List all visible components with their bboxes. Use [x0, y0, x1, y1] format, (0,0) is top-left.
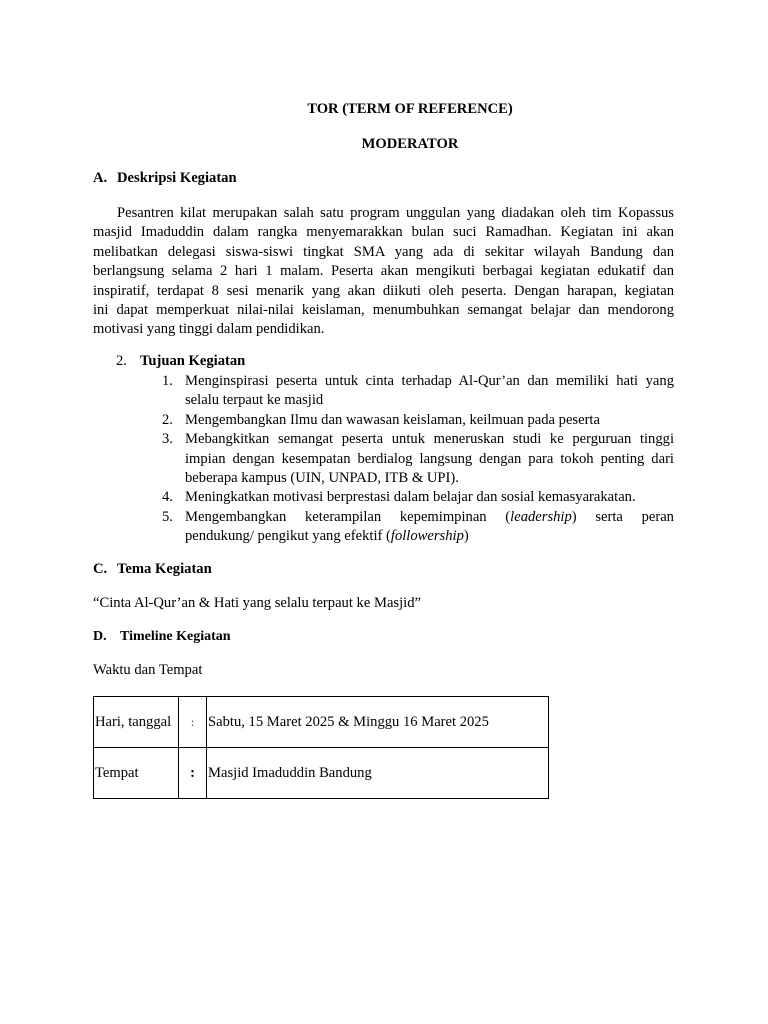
- list-item-number: 5.: [162, 508, 173, 525]
- list-item: [162, 372, 674, 411]
- list-item: [162, 508, 674, 547]
- table-key: Tempat: [94, 748, 179, 799]
- table-value: Sabtu, 15 Maret 2025 & Minggu 16 Maret 2025: [207, 697, 549, 748]
- objectives-list: [162, 372, 674, 547]
- time-place-table: [93, 696, 549, 799]
- section-c-title: Tema Kegiatan: [117, 561, 212, 577]
- list-item-line: impian dengan kesempatan berdialog langsung dengan para tokoh penting dari: [185, 450, 674, 467]
- list-item-text: Mengembangkan keterampilan kepemimpinan (: [185, 508, 511, 525]
- section-a-heading: [93, 170, 237, 187]
- section-b-number: 2.: [116, 353, 127, 369]
- section-d-number: D.: [93, 629, 107, 644]
- paragraph-line: motivasi yang tinggi dalam pendidikan.: [93, 321, 325, 338]
- list-item-text: pendukung/ pengikut yang efektif (: [185, 528, 391, 545]
- list-item-number: 3.: [162, 431, 173, 448]
- table-row: [94, 748, 549, 799]
- list-item-italic: followership: [390, 528, 464, 545]
- list-item-line: [185, 527, 674, 546]
- section-c-heading: [93, 561, 212, 578]
- list-item-line: Meningkatkan motivasi berprestasi dalam belajar dan sosial kemasyarakatan.: [185, 489, 636, 506]
- paragraph-line: inspiratif, terdapat 8 sesi menarik yang akan diikuti oleh peserta. Dengan harapan, kegiatan: [93, 282, 674, 299]
- list-item-line: [185, 508, 674, 527]
- list-item: [162, 411, 674, 430]
- paragraph-line: Pesantren kilat merupakan salah satu program unggulan yang diadakan oleh tim Kopassus: [117, 205, 674, 221]
- table-row: [94, 697, 549, 748]
- table-value: Masjid Imaduddin Bandung: [207, 748, 549, 799]
- list-item-line: Menginspirasi peserta untuk cinta terhadap Al-Qur’an dan memiliki hati yang: [185, 373, 674, 389]
- section-b-heading: [116, 353, 245, 370]
- list-item: [162, 430, 674, 488]
- list-item-number: 1.: [162, 373, 173, 389]
- document-title: TOR (TERM OF REFERENCE): [307, 101, 513, 117]
- list-item-line: selalu terpaut ke masjid: [185, 392, 324, 409]
- paragraph-line: masjid Imaduddin dalam rangka menyemarakkan bulan suci Ramadhan. Kegiatan ini akan: [93, 224, 674, 241]
- list-item-line: Mebangkitkan semangat peserta untuk meneruskan studi ke perguruan tinggi: [185, 431, 674, 448]
- section-d-heading: [93, 629, 231, 645]
- section-c-number: C.: [93, 561, 108, 577]
- table-separator: :: [179, 748, 207, 799]
- theme-text: “Cinta Al-Qur’an & Hati yang selalu terpaut ke Masjid”: [93, 595, 421, 611]
- list-item: [162, 488, 674, 507]
- list-item-number: 4.: [162, 489, 173, 506]
- list-item-line: beberapa kampus (UIN, UNPAD, ITB & UPI).: [185, 469, 459, 486]
- table-separator: :: [179, 697, 207, 748]
- paragraph-line: berlangsung selama 2 hari 1 malam. Peserta akan mengikuti berbagai kegiatan edukatif dan: [93, 263, 674, 280]
- list-item-italic: leadership: [510, 508, 572, 525]
- document-subtitle: MODERATOR: [361, 136, 459, 152]
- section-a-title: Deskripsi Kegiatan: [117, 170, 237, 186]
- time-place-subheading: Waktu dan Tempat: [93, 662, 203, 678]
- section-d-title: Timeline Kegiatan: [120, 629, 231, 644]
- section-b-title: Tujuan Kegiatan: [140, 353, 246, 369]
- section-a-paragraph: [93, 204, 674, 340]
- list-item-number: 2.: [162, 411, 173, 428]
- paragraph-line: ini dapat memperkuat nilai-nilai keislaman, menumbuhkan semangat belajar dan mendorong: [93, 301, 674, 318]
- list-item-text: ): [463, 528, 469, 545]
- list-item-text: ) serta peran: [571, 508, 674, 525]
- section-a-number: A.: [93, 170, 108, 186]
- list-item-line: Mengembangkan Ilmu dan wawasan keislaman, keilmuan pada peserta: [185, 411, 600, 428]
- table-key: Hari, tanggal: [94, 697, 179, 748]
- paragraph-line: melibatkan delegasi siswa-siswi tingkat SMA yang ada di sekitar wilayah Bandung dan: [93, 243, 674, 260]
